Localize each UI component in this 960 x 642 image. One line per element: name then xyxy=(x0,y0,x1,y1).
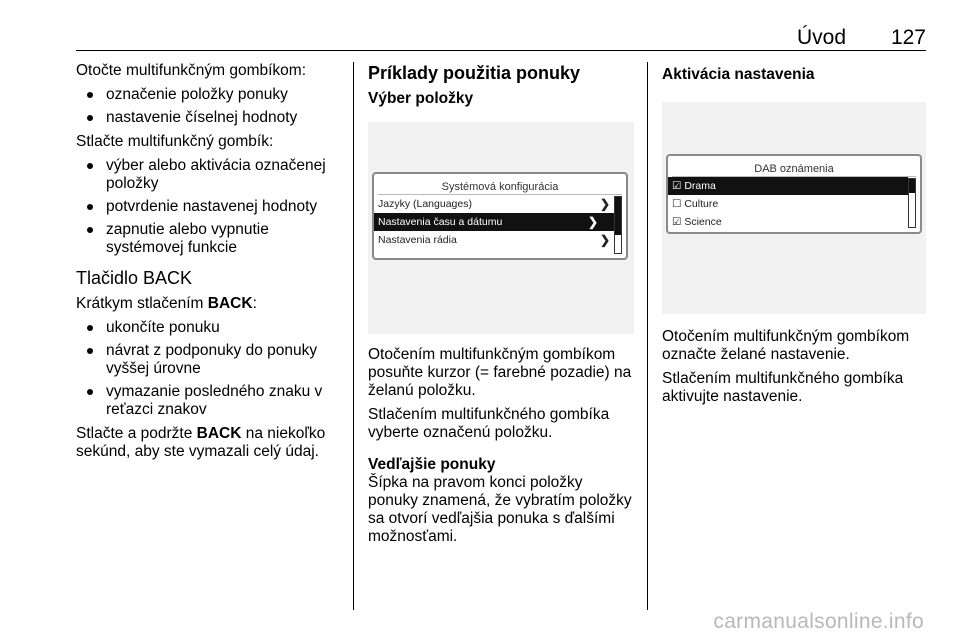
column-1 xyxy=(76,62,338,467)
list-item: ukončíte ponuku xyxy=(76,319,338,337)
scrollbar[interactable] xyxy=(908,178,916,228)
column-2 xyxy=(368,62,634,552)
section-title: Úvod xyxy=(796,26,846,49)
chevron-right-icon: ❯ xyxy=(599,197,610,211)
menu-item[interactable]: Jazyky (Languages) ❯ xyxy=(378,197,610,211)
header-divider xyxy=(76,50,926,51)
menu-title: Systémová konfigurácia xyxy=(441,181,559,193)
column-3 xyxy=(662,62,926,412)
paragraph: Stlačte multifunkčný gombík: xyxy=(76,133,274,150)
page-header xyxy=(76,26,926,52)
bullet-list-1 xyxy=(76,86,338,127)
setting-item[interactable]: ☐ Culture xyxy=(672,198,719,210)
display-screenshot xyxy=(662,102,926,314)
bullet-list-3 xyxy=(76,319,338,419)
list-item: vymazanie posledného znaku v reťazci znakov xyxy=(76,383,338,419)
scrollbar[interactable] xyxy=(614,196,622,254)
paragraph: Stlačte a podržte BACK na niekoľko sekúnd, aby ste vymazali celý údaj. xyxy=(76,425,326,460)
checkbox-checked-icon: ☑ xyxy=(672,180,685,192)
settings-panel xyxy=(666,154,922,234)
checkbox-unchecked-icon: ☐ xyxy=(672,198,685,210)
chevron-right-icon: ❯ xyxy=(587,215,598,229)
paragraph: Krátkym stlačením BACK: xyxy=(76,295,257,312)
setting-item-selected[interactable]: ☑ Drama xyxy=(668,177,908,195)
display-screenshot xyxy=(368,122,634,334)
list-item: výber alebo aktivácia označenej položky xyxy=(76,157,338,193)
settings-title: DAB oznámenia xyxy=(754,163,834,175)
list-item: potvrdenie nastavenej hodnoty xyxy=(76,198,338,216)
subheading: Vedľajšie ponuky xyxy=(368,456,496,473)
menu-panel xyxy=(372,172,628,260)
page-number: 127 xyxy=(890,26,926,49)
list-item: nastavenie číselnej hodnoty xyxy=(76,109,338,127)
list-item: zapnutie alebo vypnutie systémovej funkcie xyxy=(76,221,338,257)
list-item: označenie položky ponuky xyxy=(76,86,338,104)
paragraph: Stlačením multifunkčného gombíka vyberte označenú položku. xyxy=(368,406,610,441)
paragraph: Otočením multifunkčným gombíkom označte želané nastavenie. xyxy=(662,328,910,363)
column-divider xyxy=(647,62,648,610)
scrollbar-thumb[interactable] xyxy=(909,179,915,193)
menu-item[interactable]: Nastavenia rádia ❯ xyxy=(378,233,610,247)
watermark: carmanualsonline.info xyxy=(713,610,924,633)
paragraph: Otočením multifunkčným gombíkom posuňte kurzor (= farebné pozadie) na želanú položku. xyxy=(368,346,632,399)
paragraph: Otočte multifunkčným gombíkom: xyxy=(76,62,306,79)
column-divider xyxy=(353,62,354,610)
checkbox-checked-icon: ☑ xyxy=(672,216,685,228)
chevron-right-icon: ❯ xyxy=(599,233,610,247)
menu-item-selected[interactable]: Nastavenia času a dátumu ❯ xyxy=(374,213,614,231)
paragraph: Šípka na pravom konci položky ponuky znamená, že vybratím položky sa otvorí vedľajšia ponuka s ďalšími možnosťami. xyxy=(368,474,632,545)
paragraph: Stlačením multifunkčného gombíka aktivujte nastavenie. xyxy=(662,370,904,405)
setting-item[interactable]: ☑ Science xyxy=(672,216,722,228)
scrollbar-thumb[interactable] xyxy=(615,197,621,235)
section-heading: Aktivácia nastavenia xyxy=(662,66,815,83)
section-heading: Príklady použitia ponuky xyxy=(368,63,581,83)
list-item: návrat z podponuky do ponuky vyššej úrovne xyxy=(76,342,338,378)
bullet-list-2 xyxy=(76,157,338,257)
subheading: Výber položky xyxy=(368,90,474,107)
section-heading: Tlačidlo BACK xyxy=(76,268,193,288)
